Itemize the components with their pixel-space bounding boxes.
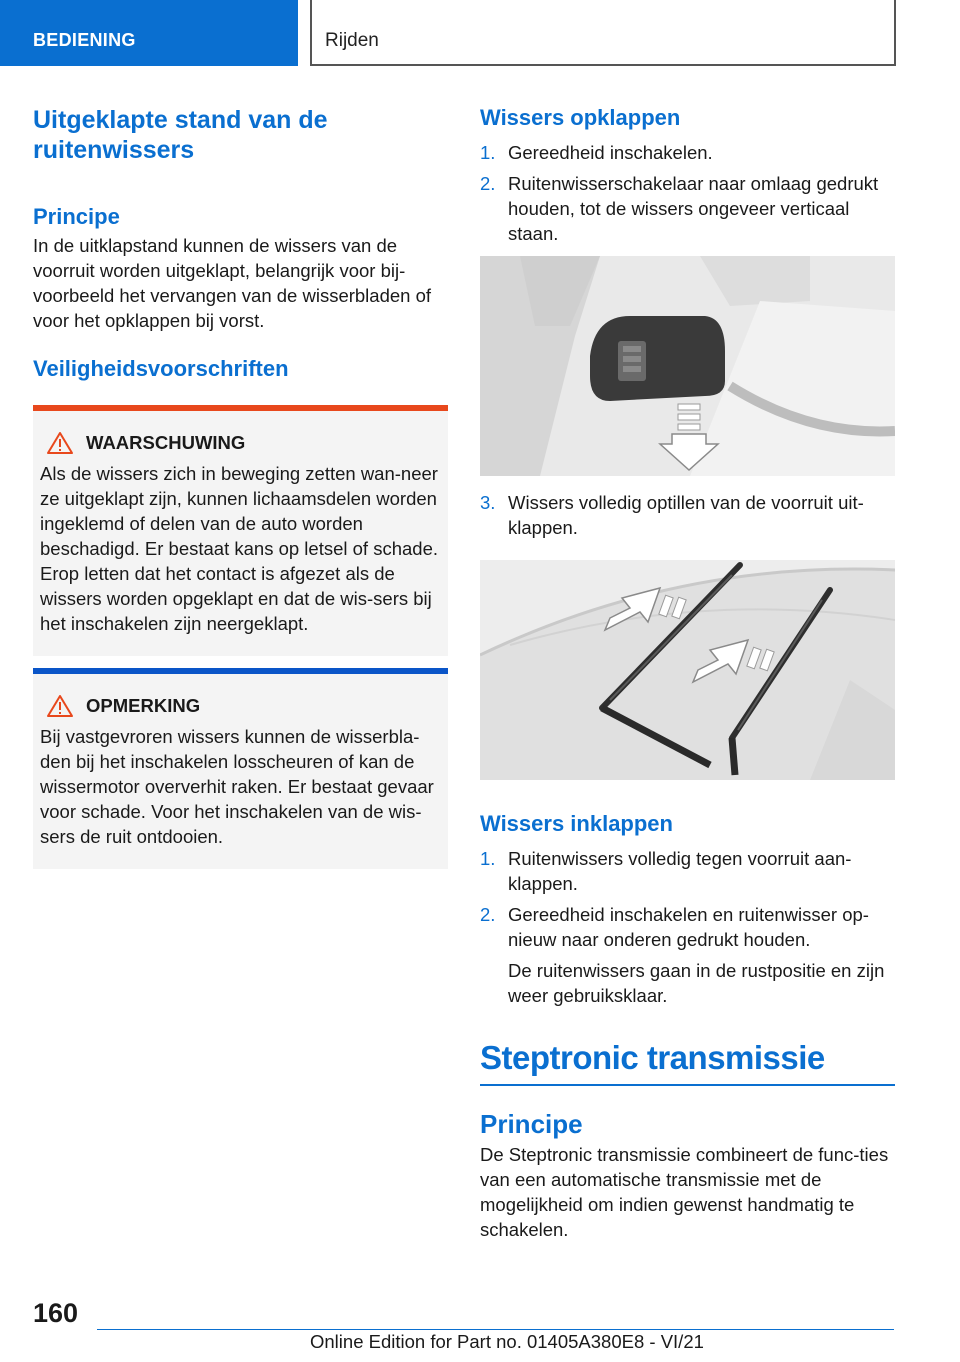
header-section-label: BEDIENING bbox=[33, 30, 136, 50]
page-number: 160 bbox=[33, 1298, 79, 1328]
header-chapter-tab bbox=[310, 0, 896, 66]
section-title-wiper-fold-out: Uitgeklapte stand van de ruitenwissers bbox=[33, 106, 328, 164]
right-column bbox=[480, 100, 895, 1242]
list-item: 3. Wissers volledig optillen van de voorruit uit-klappen. bbox=[480, 492, 864, 538]
principle-heading: Principe bbox=[33, 204, 120, 229]
steptronic-title: Steptronic transmissie bbox=[480, 1039, 825, 1076]
list-item: 2. Ruitenwisserschakelaar naar omlaag gedrukt houden, tot de wissers ongeveer verticaal staan. bbox=[480, 173, 879, 244]
fold-in-steps bbox=[480, 846, 895, 1008]
footer-divider bbox=[97, 1329, 894, 1330]
fold-in-heading: Wissers inklappen bbox=[480, 811, 673, 836]
warning-triangle-icon bbox=[46, 431, 74, 455]
warning-text: Als de wissers zich in beweging zetten wan-neer ze uitgeklapt zijn, kunnen lichaamsdelen worden ingeklemd of delen van de auto worden beschadigd. Er bestaat kans op letsel of schade. Erop letten dat het contact is afgezet als de wissers worden opgeklapt en dat de wis-sers bij het inschakelen zijn neergeklapt. bbox=[40, 463, 439, 634]
wiper-switch-illustration bbox=[480, 256, 895, 476]
wiper-lift-illustration bbox=[480, 560, 895, 780]
notice-text: Bij vastgevroren wissers kunnen de wisserbla-den bij het inschakelen losscheuren of kan de wissermotor oververhit raken. Er bestaat gevaar voor schade. Voor het inschakelen van de wis-sers de ruit ontdooien. bbox=[40, 726, 434, 847]
warning-box bbox=[33, 405, 448, 656]
principle-text: In de uitklapstand kunnen de wissers van de voorruit worden uitgeklapt, belangrijk voor bij-voorbeeld het vervangen van de wisserbladen of voor het opklappen bij vorst. bbox=[33, 235, 432, 331]
steptronic-principle-text: De Steptronic transmissie combineert de func-ties van een automatische transmissie met de mogelijkheid om indien gewenst handmatig te schakelen. bbox=[480, 1144, 889, 1240]
notice-box bbox=[33, 668, 448, 869]
steptronic-principle-heading: Principe bbox=[480, 1109, 583, 1139]
header-section-tab bbox=[0, 0, 298, 66]
fold-out-steps-continued bbox=[480, 490, 895, 540]
list-item: 2. Gereedheid inschakelen en ruitenwisser op-nieuw naar onderen gedrukt houden. bbox=[480, 904, 869, 950]
list-item: 1. Gereedheid inschakelen. bbox=[480, 142, 713, 163]
footer-edition: Online Edition for Part no. 01405A380E8 - VI/21 bbox=[310, 1331, 704, 1352]
notice-title: OPMERKING bbox=[86, 695, 201, 716]
fold-out-steps bbox=[480, 140, 895, 246]
fold-out-heading: Wissers opklappen bbox=[480, 105, 681, 130]
warning-title: WAARSCHUWING bbox=[86, 432, 246, 453]
left-column bbox=[33, 100, 448, 869]
fold-in-result-note: De ruitenwissers gaan in de rustpositie en zijn weer gebruiksklaar. bbox=[508, 960, 885, 1006]
list-item: 1. Ruitenwissers volledig tegen voorruit aan-klappen. bbox=[480, 848, 852, 894]
header-chapter-label: Rijden bbox=[325, 30, 379, 51]
steptronic-title-block bbox=[480, 1038, 895, 1086]
notice-triangle-icon bbox=[46, 694, 74, 718]
safety-heading: Veiligheidsvoorschriften bbox=[33, 356, 289, 381]
